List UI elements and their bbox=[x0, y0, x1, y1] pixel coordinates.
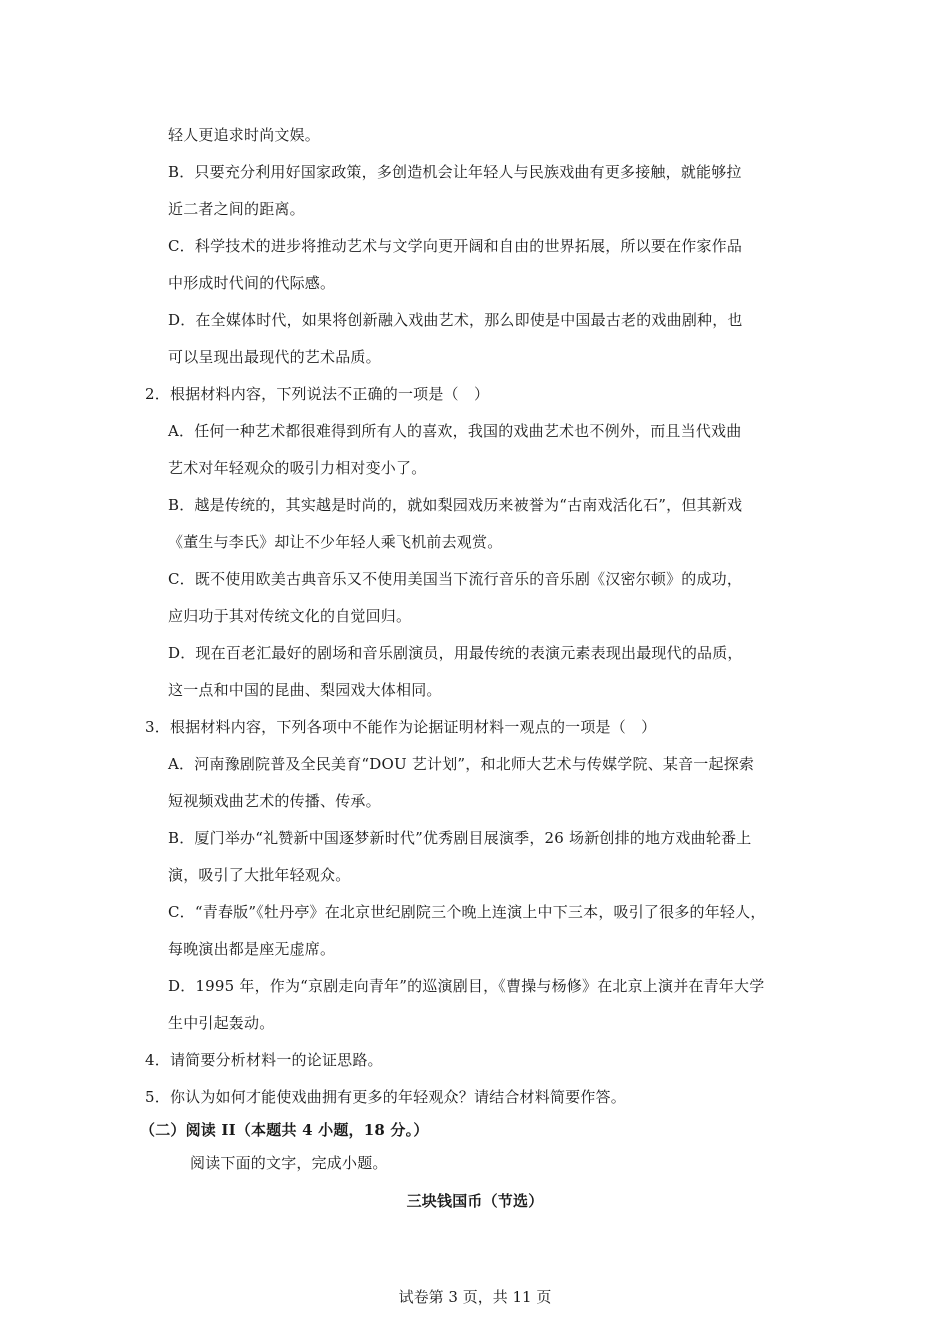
q3-option-d: D．1995 年，作为“京剧走向青年”的巡演剧目，《曹操与杨修》在北京上演并在青年大学 bbox=[168, 977, 765, 995]
reading-instruction: 阅读下面的文字，完成小题。 bbox=[190, 1154, 388, 1172]
question-4: 4．请简要分析材料一的论证思路。 bbox=[145, 1051, 383, 1069]
q2-option-b: B．越是传统的，其实越是时尚的，就如梨园戏历来被誉为“古南戏活化石”，但其新戏 bbox=[168, 496, 743, 514]
q2-option-a: A．任何一种艺术都很难得到所有人的喜欢，我国的戏曲艺术也不例外，而且当代戏曲 bbox=[168, 422, 742, 440]
q3-option-d-continuation: 生中引起轰动。 bbox=[168, 1014, 275, 1032]
passage-title: 三块钱国币（节选） bbox=[406, 1192, 544, 1210]
q3-option-b-continuation: 演，吸引了大批年轻观众。 bbox=[168, 866, 351, 884]
q2-option-d: D．现在百老汇最好的剧场和音乐剧演员，用最传统的表演元素表现出最现代的品质， bbox=[168, 644, 743, 662]
q1-option-d-continuation: 可以呈现出最现代的艺术品质。 bbox=[168, 348, 381, 366]
q3-option-c-continuation: 每晚演出都是座无虚席。 bbox=[168, 940, 336, 958]
question-2: 2．根据材料内容，下列说法不正确的一项是（ ） bbox=[145, 385, 490, 403]
q2-option-b-continuation: 《董生与李氏》却让不少年轻人乘飞机前去观赏。 bbox=[168, 533, 503, 551]
page-footer: 试卷第 3 页，共 11 页 bbox=[398, 1288, 552, 1306]
q1-option-b: B．只要充分利用好国家政策，多创造机会让年轻人与民族戏曲有更多接触，就能够拉 bbox=[168, 163, 742, 181]
q1-option-b-continuation: 近二者之间的距离。 bbox=[168, 200, 305, 218]
option-a-continuation: 轻人更追求时尚文娱。 bbox=[168, 126, 321, 144]
q1-option-c: C．科学技术的进步将推动艺术与文学向更开阔和自由的世界拓展，所以要在作家作品 bbox=[168, 237, 743, 255]
q3-option-a: A．河南豫剧院普及全民美育“DOU 艺计划”，和北师大艺术与传媒学院、某音一起探索 bbox=[168, 755, 755, 773]
q3-option-a-continuation: 短视频戏曲艺术的传播、传承。 bbox=[168, 792, 381, 810]
question-3: 3．根据材料内容，下列各项中不能作为论据证明材料一观点的一项是（ ） bbox=[145, 718, 657, 736]
q2-option-c-continuation: 应归功于其对传统文化的自觉回归。 bbox=[168, 607, 412, 625]
section-heading: （二）阅读 II（本题共 4 小题，18 分。） bbox=[140, 1121, 429, 1139]
q1-option-c-continuation: 中形成时代间的代际感。 bbox=[168, 274, 336, 292]
q3-option-b: B．厦门举办“礼赞新中国逐梦新时代”优秀剧目展演季，26 场新创排的地方戏曲轮番上 bbox=[168, 829, 752, 847]
question-5: 5．你认为如何才能使戏曲拥有更多的年轻观众？请结合材料简要作答。 bbox=[145, 1088, 626, 1106]
q2-option-c: C．既不使用欧美古典音乐又不使用美国当下流行音乐的音乐剧《汉密尔顿》的成功， bbox=[168, 570, 743, 588]
q1-option-d: D．在全媒体时代，如果将创新融入戏曲艺术，那么即使是中国最古老的戏曲剧种，也 bbox=[168, 311, 743, 329]
q2-option-d-continuation: 这一点和中国的昆曲、梨园戏大体相同。 bbox=[168, 681, 442, 699]
q3-option-c: C．“青春版”《牡丹亭》在北京世纪剧院三个晚上连演上中下三本，吸引了很多的年轻人， bbox=[168, 903, 766, 921]
q2-option-a-continuation: 艺术对年轻观众的吸引力相对变小了。 bbox=[168, 459, 427, 477]
